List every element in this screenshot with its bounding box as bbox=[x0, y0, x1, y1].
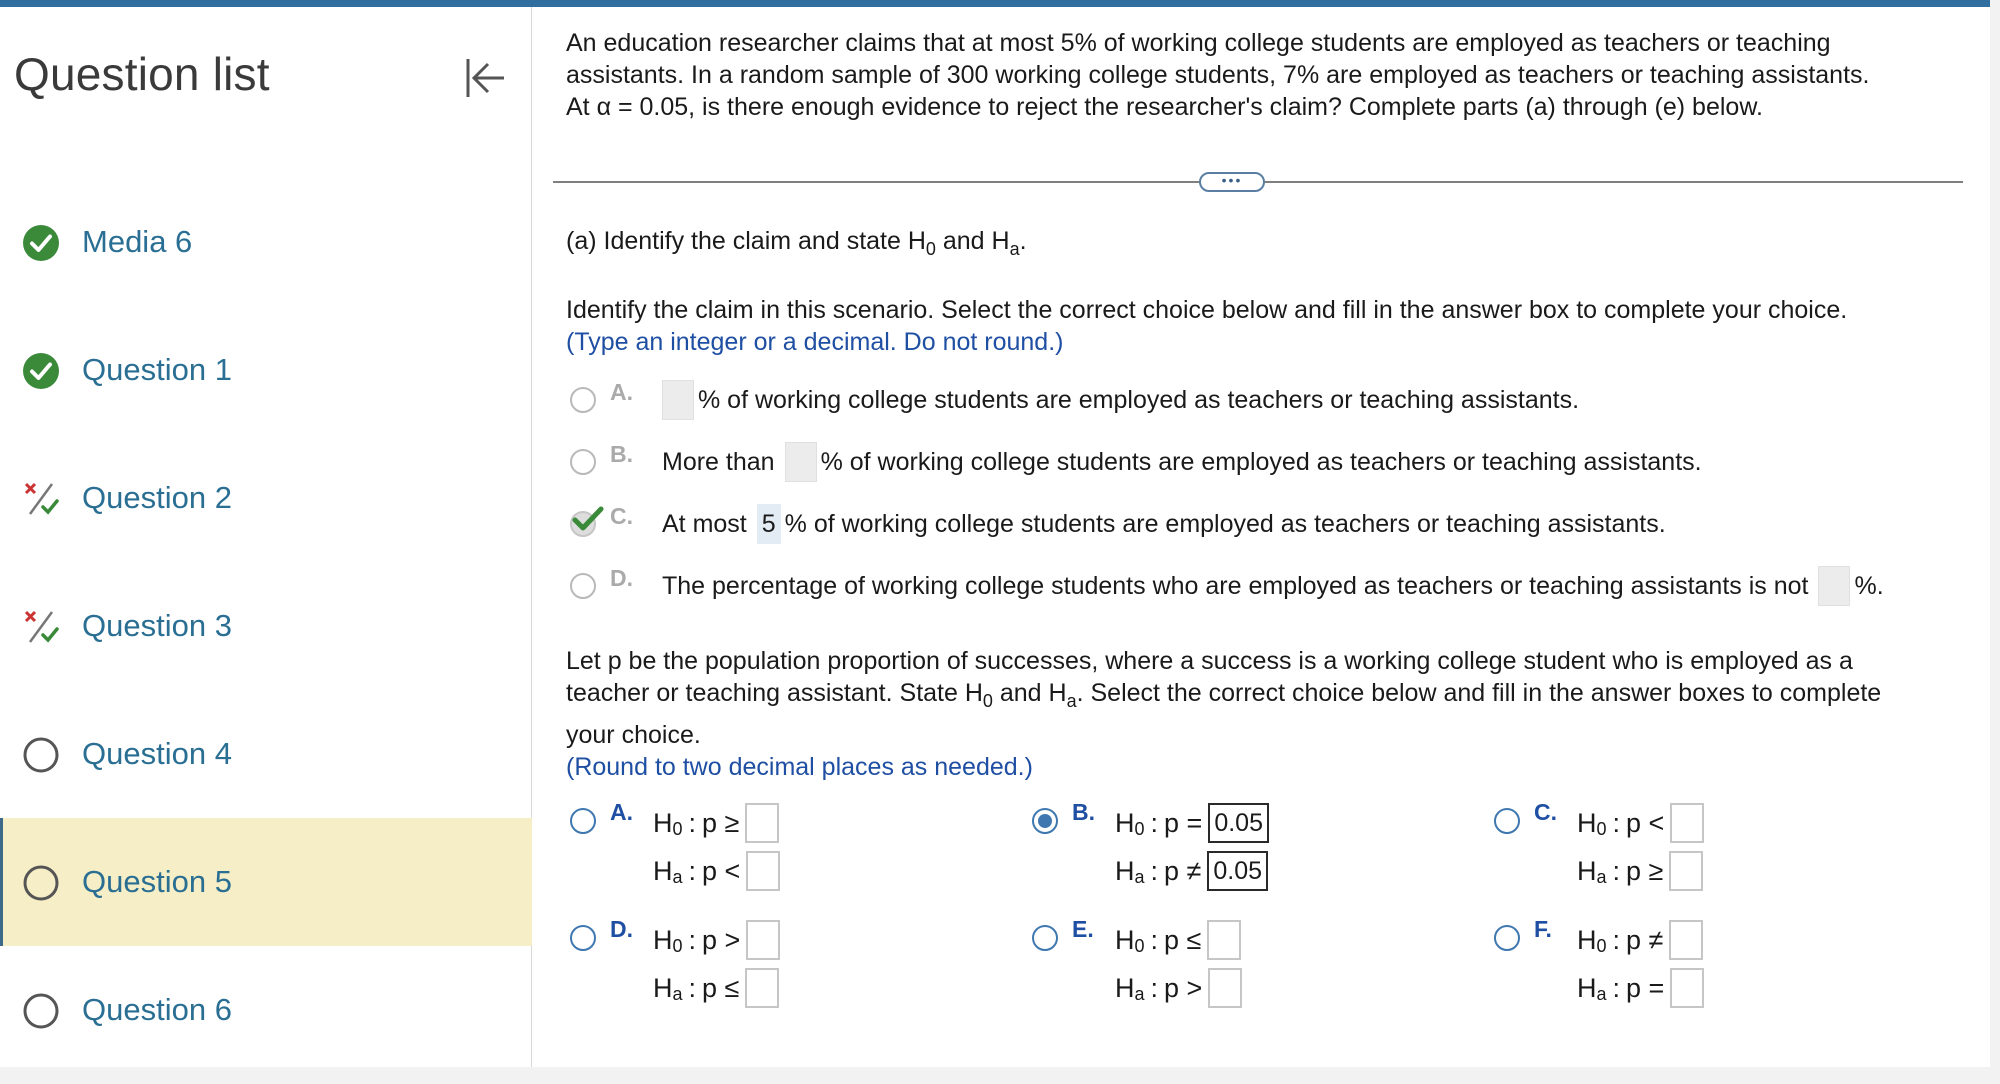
ha-line: H $_a$ : p < bbox=[653, 851, 780, 891]
percent-input[interactable]: 5 bbox=[757, 504, 781, 544]
radio-button[interactable] bbox=[570, 387, 596, 413]
hyp-choice-e-radio[interactable] bbox=[1032, 916, 1106, 951]
subscript: 0 bbox=[672, 935, 683, 956]
h-label: H bbox=[653, 924, 673, 955]
claim-hint: (Type an integer or a decimal. Do not round.) bbox=[566, 328, 1064, 356]
operator: p = bbox=[1626, 972, 1665, 1003]
question-item-label: Question 3 bbox=[82, 608, 232, 643]
question-item-label: Question 6 bbox=[82, 992, 232, 1027]
h-label: H bbox=[653, 855, 673, 886]
choice-text: % of working college students are employed as teachers or teaching assistants. bbox=[820, 447, 1702, 476]
instruction-text: . Select the correct choice below and fill in the answer boxes to complete bbox=[1076, 679, 1882, 707]
choice-letter: B. bbox=[1072, 799, 1095, 825]
ha-value-input[interactable] bbox=[1208, 968, 1242, 1008]
subscript: a bbox=[672, 983, 683, 1004]
choice-letter: B. bbox=[610, 440, 633, 467]
radio-button[interactable] bbox=[570, 925, 596, 951]
h-label: H bbox=[1577, 855, 1597, 886]
percent-input[interactable] bbox=[1818, 566, 1850, 606]
subscript: a bbox=[1134, 866, 1145, 887]
hyp-choice-b-radio[interactable] bbox=[1032, 799, 1106, 834]
subscript: a bbox=[1596, 983, 1607, 1004]
h0-value-input[interactable] bbox=[1669, 920, 1703, 960]
subscript: 0 bbox=[1134, 935, 1145, 956]
collapse-sidebar-button[interactable] bbox=[460, 53, 510, 103]
subscript: a bbox=[1066, 691, 1077, 711]
choice-text: % of working college students are employed as teachers or teaching assistants. bbox=[784, 509, 1666, 538]
check-circle-icon bbox=[22, 352, 60, 390]
ha-line: H $_a$ : p = bbox=[1577, 968, 1704, 1008]
problem-line-3: At α = 0.05, is there enough evidence to reject the researcher's claim? Complete parts (a) through (e) below. bbox=[566, 93, 1763, 121]
app-frame bbox=[0, 7, 1990, 1067]
question-item-media-6[interactable] bbox=[0, 178, 532, 306]
radio-button[interactable] bbox=[1032, 925, 1058, 951]
empty-circle-icon bbox=[22, 736, 60, 774]
choice-letter: A. bbox=[610, 799, 633, 825]
h-label: H bbox=[653, 807, 673, 838]
hyp-choice-f-radio[interactable] bbox=[1494, 916, 1568, 951]
top-accent-bar bbox=[0, 0, 1990, 7]
subscript: a bbox=[672, 866, 683, 887]
subscript: 0 bbox=[982, 691, 993, 711]
question-item-question-2[interactable] bbox=[0, 434, 532, 562]
ha-line: H $_a$ : p ≤ bbox=[653, 968, 779, 1008]
operator: p ≠ bbox=[1164, 855, 1202, 886]
question-panel bbox=[533, 7, 1990, 1067]
h0-value-input[interactable]: 0.05 bbox=[1208, 803, 1269, 843]
question-item-label: Media 6 bbox=[82, 224, 193, 259]
choice-letter: D. bbox=[610, 916, 633, 942]
ha-value-input[interactable] bbox=[745, 968, 779, 1008]
choice-letter: E. bbox=[1072, 916, 1094, 942]
hyp-instruction-2 bbox=[566, 677, 1881, 711]
h0-line: H $_0$ : p = 0.05 bbox=[1115, 803, 1269, 843]
subscript: 0 bbox=[1134, 818, 1145, 839]
question-item-question-6[interactable] bbox=[0, 946, 532, 1074]
h0-value-input[interactable] bbox=[745, 803, 779, 843]
ha-line: H $_a$ : p ≥ bbox=[1577, 851, 1703, 891]
heading-text: . bbox=[1019, 227, 1027, 255]
subscript: 0 bbox=[1596, 818, 1607, 839]
heading-text: and H bbox=[935, 227, 1010, 255]
operator: p ≥ bbox=[702, 807, 740, 838]
h-label: H bbox=[1577, 924, 1597, 955]
hyp-instruction-3: your choice. bbox=[566, 721, 701, 749]
ha-value-input[interactable] bbox=[1670, 968, 1704, 1008]
collapse-left-icon bbox=[460, 53, 510, 103]
choice-letter: D. bbox=[610, 564, 633, 591]
choice-text: At most bbox=[662, 509, 747, 538]
operator: p ≠ bbox=[1626, 924, 1664, 955]
problem-line-2: assistants. In a random sample of 300 working college students, 7% are employed as teachers or teaching assistants. bbox=[566, 61, 1870, 89]
subscript: 0 bbox=[925, 239, 936, 259]
question-item-question-4[interactable] bbox=[0, 690, 532, 818]
radio-button-selected[interactable] bbox=[1032, 808, 1058, 834]
instruction-text: teacher or teaching assistant. State H bbox=[566, 679, 983, 707]
claim-choice-d[interactable] bbox=[570, 566, 1884, 606]
percent-input[interactable] bbox=[785, 442, 817, 482]
subscript: a bbox=[1009, 239, 1020, 259]
choice-text: %. bbox=[1854, 571, 1884, 600]
question-list-sidebar bbox=[0, 7, 532, 1067]
h0-line: H $_0$ : p > bbox=[653, 920, 780, 960]
question-item-label: Question 4 bbox=[82, 736, 232, 771]
h-label: H bbox=[1115, 972, 1135, 1003]
claim-choice-b[interactable] bbox=[570, 442, 1702, 482]
subscript: 0 bbox=[672, 818, 683, 839]
correct-check-icon bbox=[572, 505, 604, 533]
instruction-text: and H bbox=[992, 679, 1067, 707]
h-label: H bbox=[1115, 924, 1135, 955]
check-circle-icon bbox=[22, 224, 60, 262]
subscript: 0 bbox=[1596, 935, 1607, 956]
operator: p < bbox=[1626, 807, 1665, 838]
question-item-question-3[interactable] bbox=[0, 562, 532, 690]
h-label: H bbox=[1577, 807, 1597, 838]
ha-value-input[interactable] bbox=[1669, 851, 1703, 891]
radio-button[interactable] bbox=[570, 449, 596, 475]
operator: p ≤ bbox=[1164, 924, 1202, 955]
subscript: a bbox=[1134, 983, 1145, 1004]
h0-line: H $_0$ : p ≥ bbox=[653, 803, 779, 843]
question-item-label: Question 1 bbox=[82, 352, 232, 387]
operator: p ≥ bbox=[1626, 855, 1664, 886]
hyp-instruction-1: Let p be the population proportion of successes, where a success is a working college student who is employed as a bbox=[566, 647, 1853, 675]
choice-letter: A. bbox=[610, 378, 633, 405]
hyp-hint: (Round to two decimal places as needed.) bbox=[566, 753, 1033, 781]
question-item-label: Question 2 bbox=[82, 480, 232, 515]
choice-letter: F. bbox=[1534, 916, 1552, 942]
h0-value-input[interactable] bbox=[746, 920, 780, 960]
radio-button[interactable] bbox=[1494, 808, 1520, 834]
radio-button[interactable] bbox=[570, 808, 596, 834]
show-more-button[interactable]: ••• bbox=[1199, 172, 1265, 192]
hyp-choice-a-radio[interactable] bbox=[570, 799, 644, 834]
radio-button[interactable] bbox=[1494, 925, 1520, 951]
partial-credit-icon bbox=[22, 608, 60, 646]
hyp-choice-d-radio[interactable] bbox=[570, 916, 644, 951]
ha-line: H $_a$ : p ≠ 0.05 bbox=[1115, 851, 1268, 891]
h-label: H bbox=[1115, 807, 1135, 838]
choice-letter: C. bbox=[610, 502, 633, 529]
claim-choice-a[interactable] bbox=[570, 380, 1579, 420]
operator: p ≤ bbox=[702, 972, 740, 1003]
heading-text: (a) Identify the claim and state H bbox=[566, 227, 926, 255]
ha-value-input[interactable] bbox=[746, 851, 780, 891]
h0-value-input[interactable] bbox=[1207, 920, 1241, 960]
question-item-question-1[interactable] bbox=[0, 306, 532, 434]
radio-button[interactable] bbox=[570, 509, 600, 539]
choice-text: More than bbox=[662, 447, 775, 476]
ha-line: H $_a$ : p > bbox=[1115, 968, 1242, 1008]
choice-text: % of working college students are employed as teachers or teaching assistants. bbox=[698, 385, 1580, 414]
subscript: a bbox=[1596, 866, 1607, 887]
h-label: H bbox=[653, 972, 673, 1003]
operator: p > bbox=[702, 924, 741, 955]
operator: p < bbox=[702, 855, 741, 886]
partial-credit-icon bbox=[22, 480, 60, 518]
claim-choice-c[interactable] bbox=[570, 504, 1666, 544]
h-label: H bbox=[1115, 855, 1135, 886]
hyp-choice-c-radio[interactable] bbox=[1494, 799, 1568, 834]
claim-instruction: Identify the claim in this scenario. Select the correct choice below and fill in the answer box to complete your choice. bbox=[566, 296, 1848, 324]
radio-button[interactable] bbox=[570, 573, 596, 599]
h-label: H bbox=[1577, 972, 1597, 1003]
h0-line: H $_0$ : p < bbox=[1577, 803, 1704, 843]
h0-line: H $_0$ : p ≤ bbox=[1115, 920, 1241, 960]
percent-input[interactable] bbox=[662, 380, 694, 420]
choice-text: The percentage of working college students who are employed as teachers or teaching assistants is not bbox=[662, 571, 1809, 600]
problem-line-1: An education researcher claims that at most 5% of working college students are employed as teachers or teaching bbox=[566, 29, 1831, 57]
question-item-question-5[interactable] bbox=[0, 818, 532, 946]
choice-letter: C. bbox=[1534, 799, 1557, 825]
h0-line: H $_0$ : p ≠ bbox=[1577, 920, 1703, 960]
ha-value-input[interactable]: 0.05 bbox=[1207, 851, 1268, 891]
question-list-title: Question list bbox=[14, 48, 270, 100]
question-item-label: Question 5 bbox=[82, 864, 232, 899]
operator: p > bbox=[1164, 972, 1203, 1003]
h0-value-input[interactable] bbox=[1670, 803, 1704, 843]
part-a-heading bbox=[566, 225, 1027, 259]
empty-circle-icon bbox=[22, 864, 60, 902]
operator: p = bbox=[1164, 807, 1203, 838]
empty-circle-icon bbox=[22, 992, 60, 1030]
